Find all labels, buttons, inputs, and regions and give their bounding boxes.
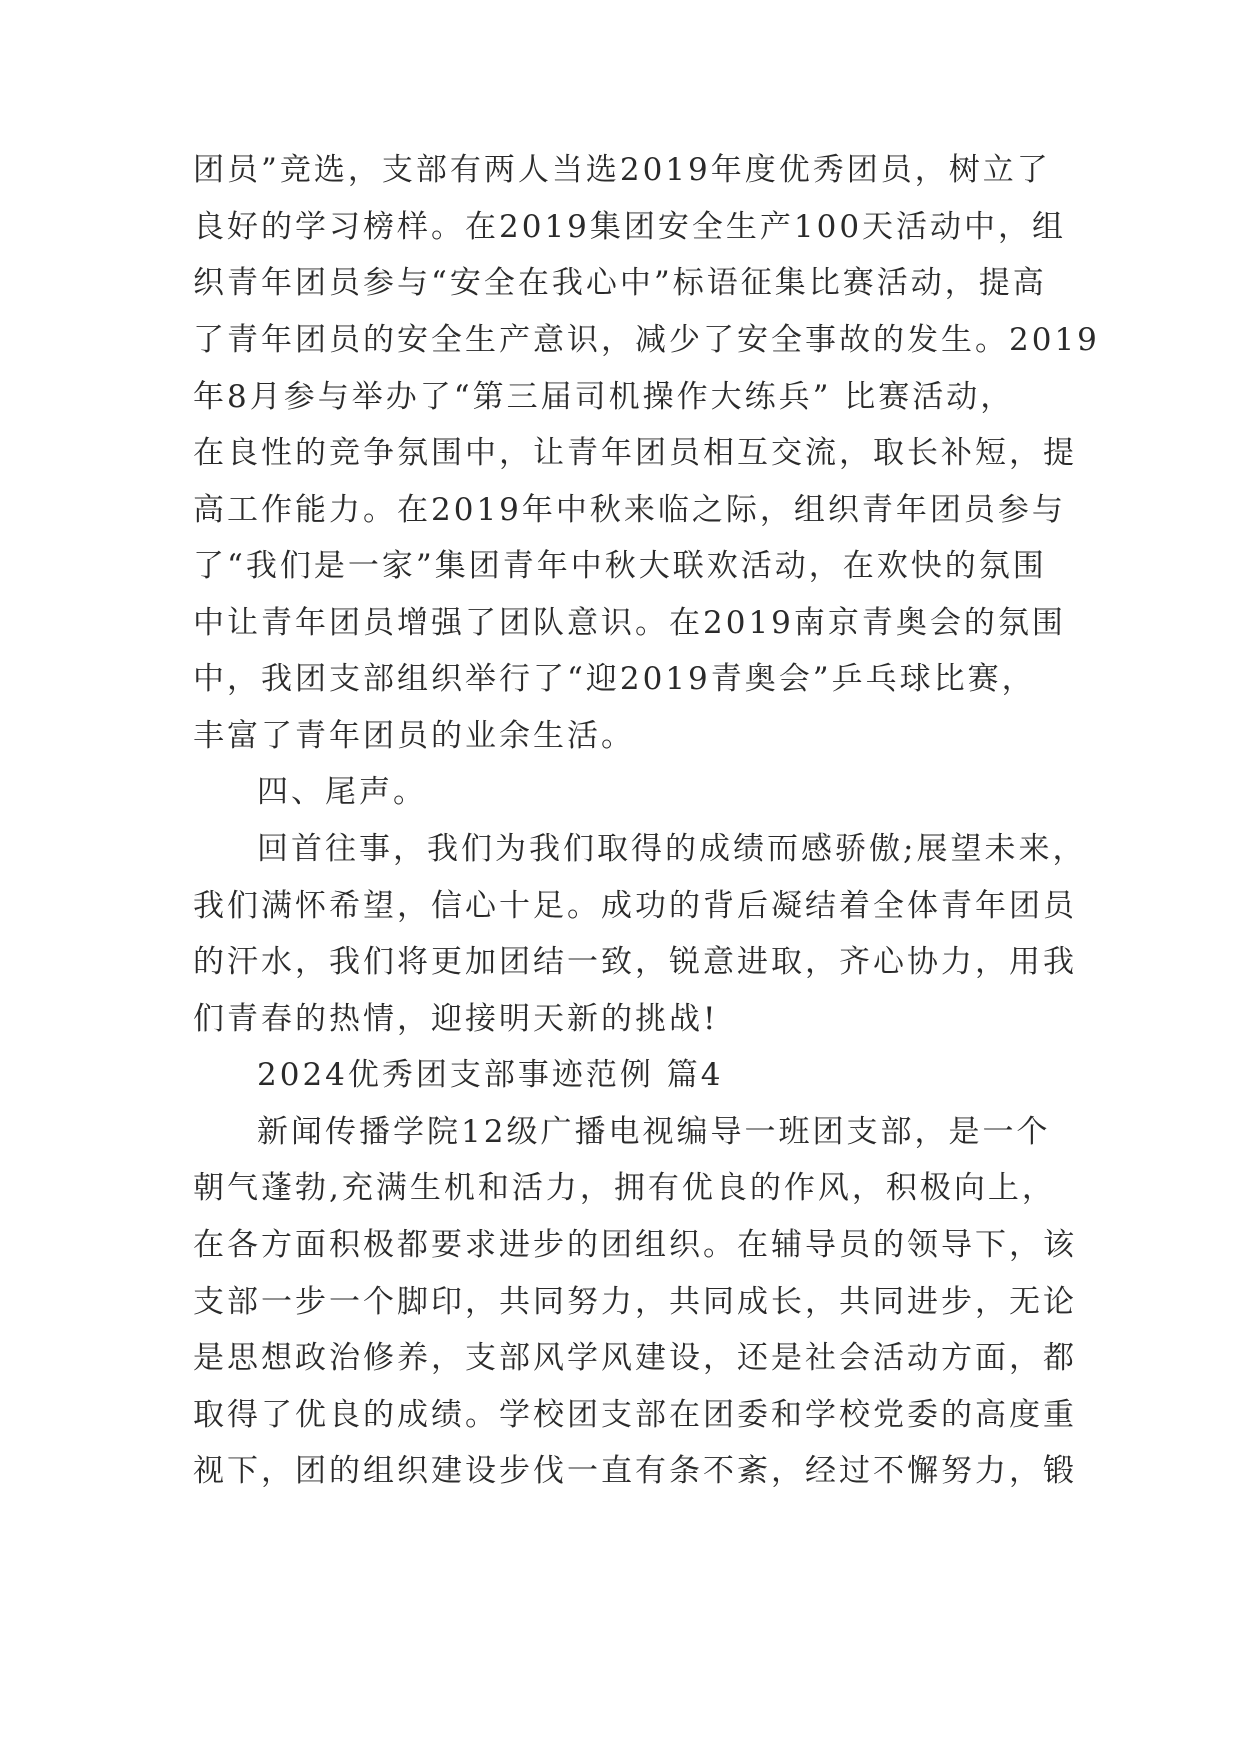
body-text-line: 的汗水，我们将更加团结一致，锐意进取，齐心协力，用我	[193, 944, 1077, 980]
body-text-line: 们青春的热情，迎接明天新的挑战!	[193, 1001, 719, 1037]
body-text-line: 高工作能力。在2019年中秋来临之际，组织青年团员参与	[193, 492, 1066, 528]
body-text-line: 了青年团员的安全生产意识，减少了安全事故的发生。2019	[193, 322, 1100, 358]
body-text-line: 是思想政治修养，支部风学风建设，还是社会活动方面，都	[193, 1340, 1077, 1376]
body-text-line: 中让青年团员增强了团队意识。在2019南京青奥会的氛围	[193, 605, 1066, 641]
body-text-line: 丰富了青年团员的业余生活。	[193, 718, 635, 754]
body-text-line: 良好的学习榜样。在2019集团安全生产100天活动中，组	[193, 209, 1067, 245]
section-heading: 四、尾声。	[257, 774, 427, 810]
body-text-line: 了“我们是一家”集团青年中秋大联欢活动，在欢快的氛围	[193, 548, 1047, 584]
body-text-line: 团员”竞选，支部有两人当选2019年度优秀团员，树立了	[193, 152, 1051, 188]
body-text-line: 新闻传播学院12级广播电视编导一班团支部，是一个	[257, 1114, 1051, 1150]
body-text-line: 在各方面积极都要求进步的团组织。在辅导员的领导下，该	[193, 1227, 1077, 1263]
body-text-line: 在良性的竞争氛围中，让青年团员相互交流，取长补短，提	[193, 435, 1077, 471]
body-text-line: 中，我团支部组织举行了“迎2019青奥会”乒乓球比赛，	[193, 661, 1036, 697]
body-text-line: 年8月参与举办了“第三届司机操作大练兵” 比赛活动，	[193, 379, 1015, 415]
article-heading: 2024优秀团支部事迹范例 篇4	[257, 1057, 724, 1093]
body-text-line: 支部一步一个脚印，共同努力，共同成长，共同进步，无论	[193, 1284, 1077, 1320]
body-text-line: 我们满怀希望，信心十足。成功的背后凝结着全体青年团员	[193, 888, 1077, 924]
body-text-line: 朝气蓬勃,充满生机和活力，拥有优良的作风，积极向上，	[193, 1170, 1056, 1206]
body-text-line: 回首往事，我们为我们取得的成绩而感骄傲;展望未来，	[257, 831, 1087, 867]
body-text-line: 织青年团员参与“安全在我心中”标语征集比赛活动，提高	[193, 265, 1047, 301]
body-text-line: 取得了优良的成绩。学校团支部在团委和学校党委的高度重	[193, 1397, 1077, 1433]
body-text-line: 视下，团的组织建设步伐一直有条不紊，经过不懈努力，锻	[193, 1453, 1077, 1489]
